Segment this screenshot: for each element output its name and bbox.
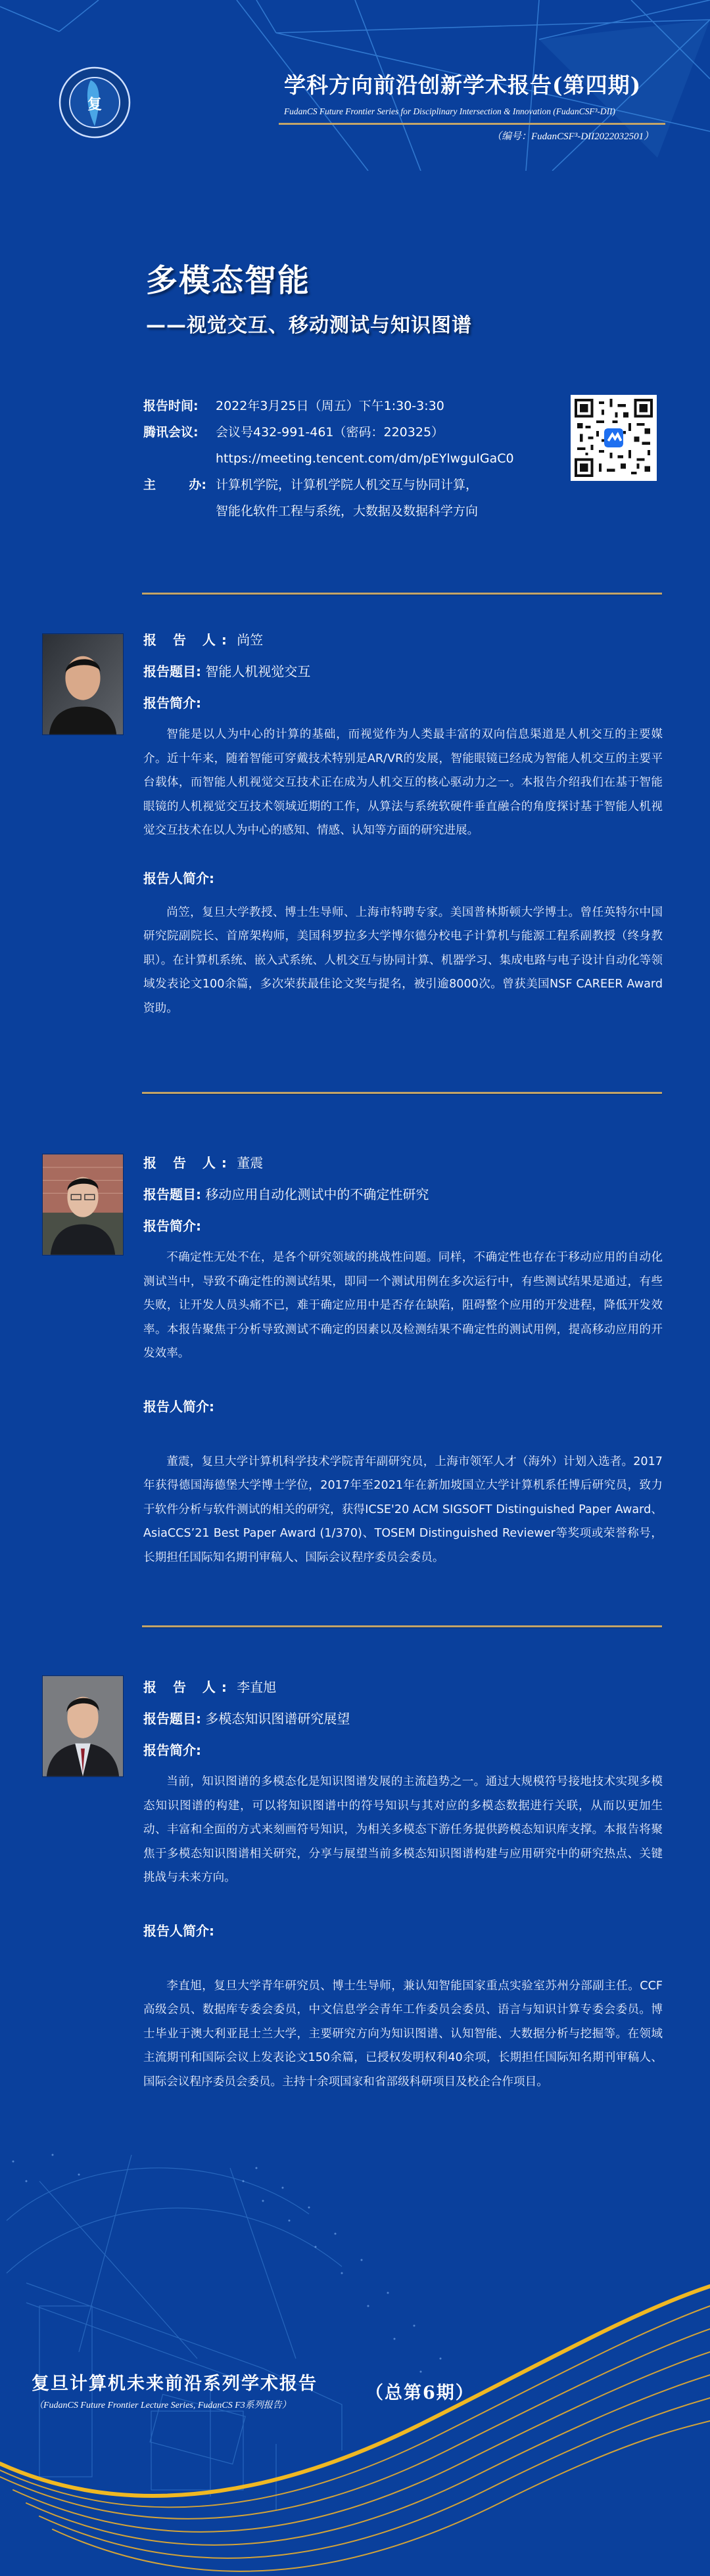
meeting-label: 腾讯会议: (143, 425, 199, 440)
speaker-name-row (143, 624, 663, 656)
svg-text:复: 复 (87, 97, 103, 113)
section-divider (142, 1625, 662, 1627)
bio-heading: 报告人简介: (143, 870, 214, 886)
series-title: 学科方向前沿创新学术报告(第四期) (284, 72, 642, 98)
speaker-name: 李直旭 (237, 1679, 277, 1695)
fudan-cs-logo (58, 66, 131, 139)
event-subtitle: ——视觉交互、移动测试与知识图谱 (146, 314, 472, 337)
speaker-name-row (143, 1671, 663, 1703)
event-info (143, 393, 564, 524)
talk-abstract: 当前，知识图谱的多模态化是知识图谱发展的主流趋势之一。通过大规模符号接地技术实现多模态知识图谱的构建，可以将知识图谱中的符号知识与其对应的多模态数据进行关联，从而以更加生动、丰富和全面的方式来刻画符号知识，为相关多模态下游任务提供跨模态知识库支撑。本报告将聚焦于多模态知识图谱相关研究，分享与展望当前多模态知识图谱构建与应用研究中的研究热点、关键挑战与未来方向。 (143, 1775, 663, 1884)
host-label: 主 办: (143, 478, 206, 492)
speaker-details (143, 1147, 663, 1570)
topic-label: 报告题目: (143, 664, 201, 679)
speaker-bio: 董震，复旦大学计算机科学技术学院青年副研究员，上海市领军人才（海外）计划入选者。2017年获得德国海德堡大学博士学位，2017年至2021年在新加坡国立大学计算机系任博后研究员，致力于软件分析与软件测试的相关的研究，获得ICSE'20 ACM SIGSOFT Distinguished Paper Award、AsiaCCS’21 Best Paper Award (1/370)、TOSEM Distinguished Reviewer等奖项或荣誉称号，长期担任国际知名期刊审稿人、国际会议程序委员会委员。 (143, 1455, 663, 1564)
event-title: 多模态智能 (146, 262, 311, 299)
series-subtitle: FudanCS Future Frontier Series for Disciplinary Intersection & Innovation (FudanCSF³-DII) (284, 106, 615, 116)
topic-row (143, 656, 663, 687)
topic-row (143, 1703, 663, 1734)
talk-abstract: 智能是以人为中心的计算的基础，而视觉作为人类最丰富的双向信息渠道是人机交互的主要媒介。近十年来，随着智能可穿戴技术特别是AR/VR的发展，智能眼镜已经成为智能人机交互的主要平台载体，而智能人机视觉交互技术正在成为人机交互的核心驱动力之一。本报告介绍我们在基于智能眼镜的人机视觉交互技术领域近期的工作，从算法与系统软硬件垂直融合的角度探讨基于智能人机视觉交互技术在以人为中心的感知、情感、认知等方面的研究进展。 (143, 728, 663, 837)
speaker-name-row (143, 1147, 663, 1179)
background-campus-gate-and-wave (0, 2142, 710, 2576)
bio-heading: 报告人简介: (143, 1922, 214, 1939)
footer-issue-number: （总第6期） (366, 2383, 475, 2403)
time-value: 2022年3月25日（周五）下午1:30-3:30 (216, 399, 444, 413)
speaker-photo (42, 633, 124, 735)
speaker-label: 报 告 人: (143, 1679, 233, 1695)
talk-topic: 移动应用自动化测试中的不确定性研究 (205, 1186, 429, 1202)
speaker-label: 报 告 人: (143, 1155, 233, 1171)
talk-topic: 智能人机视觉交互 (205, 664, 311, 679)
footer-series-title: 复旦计算机未来前沿系列学术报告 (32, 2374, 318, 2394)
talk-abstract: 不确定性无处不在，是各个研究领域的挑战性问题。同样，不确定性也存在于移动应用的自动化测试当中，导致不确定性的测试结果，即同一个测试用例在多次运行中，有些测试结果是通过，有些失败，让开发人员头痛不已，难于确定应用中是否存在缺陷，阻碍整个应用的开发进程，降低开发效率。本报告聚焦于分析导致测试不确定的因素以及检测结果不确定性的测试用例，提高移动应用的开发效率。 (143, 1251, 663, 1360)
speaker-label: 报 告 人: (143, 632, 233, 648)
speaker-photo (42, 1154, 124, 1255)
meeting-row (143, 419, 564, 445)
abstract-heading: 报告简介: (143, 695, 201, 711)
speaker-bio: 李直旭，复旦大学青年研究员、博士生导师，兼认知智能国家重点实验室苏州分部副主任。CCF高级会员、数据库专委会委员，中文信息学会青年工作委员会委员、语言与知识计算专委会委员。博士毕业于澳大利亚昆士兰大学，主要研究方向为知识图谱、认知智能、大数据分析与挖掘等。在领域主流期刊和国际会议上发表论文150余篇，已授权发明权利40余项，长期担任国际知名期刊审稿人、国际会议程序委员会委员。主持十余项国家和省部级科研项目及校企合作项目。 (143, 1979, 663, 2089)
time-row (143, 393, 564, 419)
speaker-bio: 尚笠，复旦大学教授、博士生导师、上海市特聘专家。美国普林斯顿大学博士。曾任英特尔中国研究院副院长、首席架构师，美国科罗拉多大学博尔德分校电子计算机与能源工程系副教授（终身教职）。在计算机系统、嵌入式系统、人机交互与协同计算、机器学习、集成电路与电子设计自动化等领域发表论文100余篇，多次荣获最佳论文奖与提名，被引逾8000次。曾获美国NSF CAREER Award资助。 (143, 905, 663, 1015)
meeting-url-link[interactable]: https://meeting.tencent.com/dm/pEYlwguIGaC0 (216, 451, 514, 466)
meeting-id: 会议号432-991-461（密码：220325） (216, 425, 444, 440)
header-divider (279, 123, 665, 125)
topic-label: 报告题目: (143, 1711, 201, 1727)
footer-series-subtitle: （FudanCS Future Frontier Lecture Series, FudanCS F3系列报告） (34, 2401, 291, 2410)
time-label: 报告时间: (143, 399, 199, 413)
topic-label: 报告题目: (143, 1186, 201, 1202)
speaker-details (143, 624, 663, 1020)
host-value-line-2: 智能化软件工程与系统，大数据及数据科学方向 (216, 504, 479, 518)
bio-heading: 报告人简介: (143, 1398, 214, 1414)
talk-topic: 多模态知识图谱研究展望 (205, 1711, 350, 1727)
abstract-heading: 报告简介: (143, 1218, 201, 1234)
series-code: （编号：FudanCSF³-DII2022032501） (492, 131, 654, 142)
speaker-details (143, 1671, 663, 2094)
abstract-heading: 报告简介: (143, 1742, 201, 1758)
host-row-2 (143, 498, 564, 524)
section-divider (142, 593, 662, 595)
section-divider (142, 1092, 662, 1094)
speaker-photo (42, 1675, 124, 1777)
meeting-url-row (143, 445, 564, 472)
speaker-name: 董震 (237, 1155, 264, 1171)
tencent-meeting-qr-code[interactable] (571, 395, 657, 481)
topic-row (143, 1179, 663, 1210)
speaker-name: 尚笠 (237, 632, 264, 648)
host-value-line-1: 计算机学院，计算机学院人机交互与协同计算， (216, 478, 479, 492)
host-row (143, 472, 564, 498)
